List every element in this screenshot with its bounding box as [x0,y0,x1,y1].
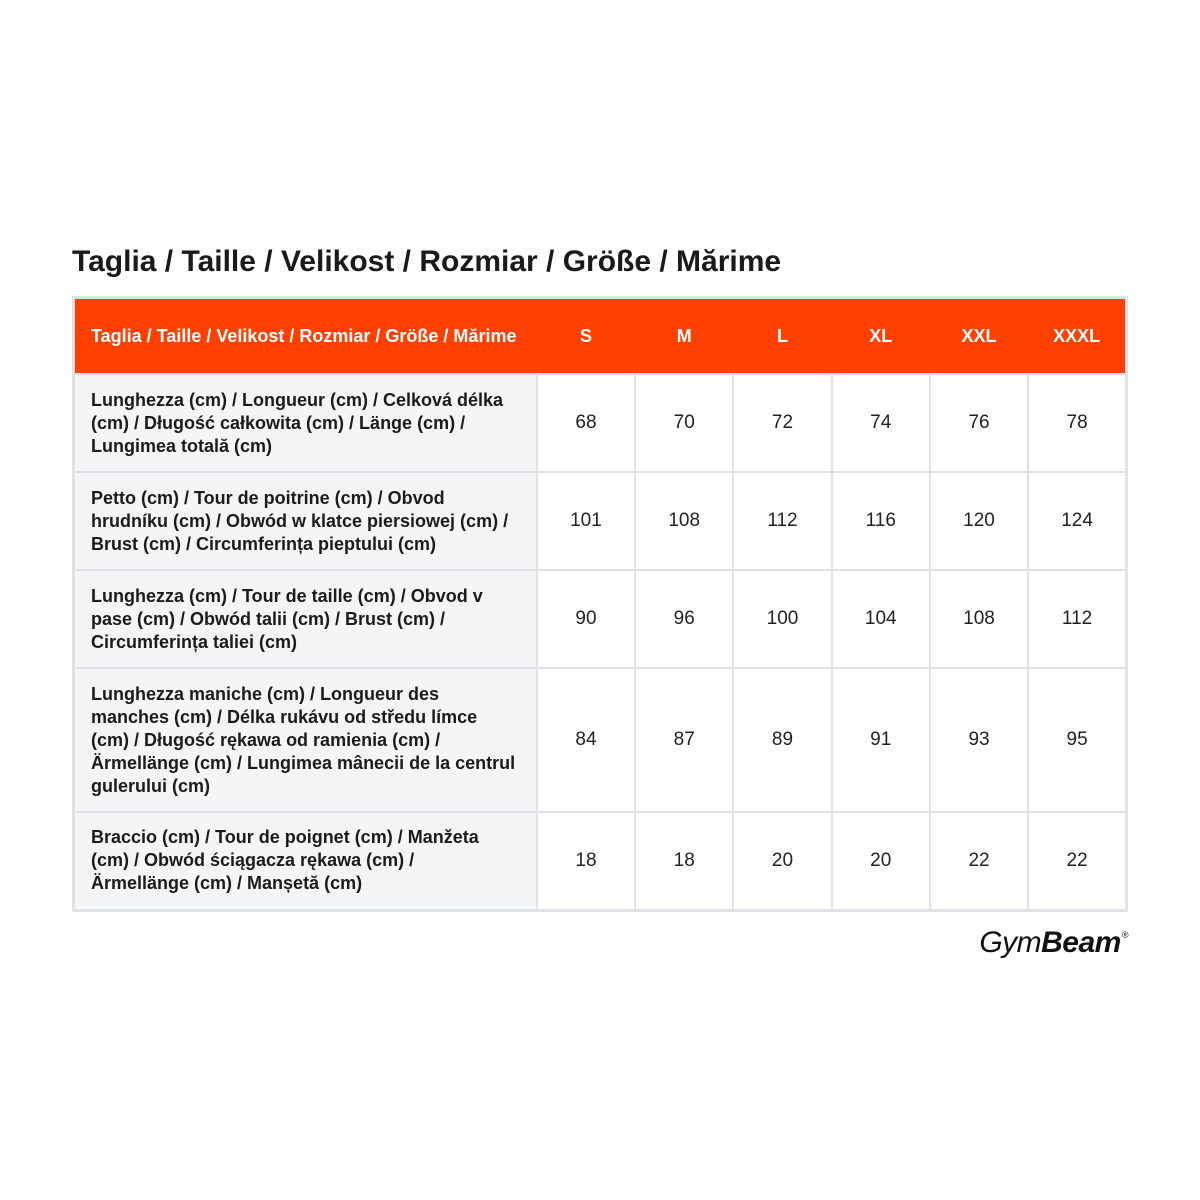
logo-text-beam: Beam [1041,926,1121,959]
table-cell: 108 [635,472,733,570]
table-cell: 91 [832,668,930,812]
table-cell: 112 [733,472,831,570]
table-cell: 18 [537,812,635,910]
table-cell: 72 [733,374,831,472]
table-row [74,374,1127,472]
table-cell: 22 [1028,812,1126,910]
logo-text-gym: Gym [979,926,1042,959]
table-cell: 89 [733,668,831,812]
table-cell: 68 [537,374,635,472]
table-row [74,668,1127,812]
table-cell: 70 [635,374,733,472]
table-cell: 74 [832,374,930,472]
table-cell: 20 [733,812,831,910]
table-cell: 101 [537,472,635,570]
table-cell: 95 [1028,668,1126,812]
header-size-xxl: XXL [930,298,1028,375]
table-header-row [74,298,1127,375]
gymbeam-logo [979,926,1128,960]
table-cell: 76 [930,374,1028,472]
table-cell: 100 [733,570,831,668]
row-label-cuff: Braccio (cm) / Tour de poignet (cm) / Manžeta (cm) / Obwód ściągacza rękawa (cm) / Ärmellänge (cm) / Manșetă (cm) [74,812,537,910]
table-cell: 78 [1028,374,1126,472]
table-cell: 108 [930,570,1028,668]
row-label-chest: Petto (cm) / Tour de poitrine (cm) / Obvod hrudníku (cm) / Obwód w klatce piersiowej (cm) / Brust (cm) / Circumferința pieptului (cm) [74,472,537,570]
header-size-m: M [635,298,733,375]
table-row [74,570,1127,668]
header-size-l: L [733,298,831,375]
row-label-waist: Lunghezza (cm) / Tour de taille (cm) / Obvod v pase (cm) / Obwód talii (cm) / Brust (cm) / Circumferința taliei (cm) [74,570,537,668]
header-size-xxxl: XXXL [1028,298,1126,375]
table-cell: 104 [832,570,930,668]
header-size-label: Taglia / Taille / Velikost / Rozmiar / Größe / Mărime [74,298,537,375]
table-cell: 124 [1028,472,1126,570]
table-cell: 112 [1028,570,1126,668]
table-row [74,472,1127,570]
table-cell: 116 [832,472,930,570]
table-cell: 18 [635,812,733,910]
header-size-s: S [537,298,635,375]
table-cell: 93 [930,668,1028,812]
table-cell: 120 [930,472,1028,570]
size-chart-table [72,296,1128,912]
header-size-xl: XL [832,298,930,375]
page-title: Taglia / Taille / Velikost / Rozmiar / Größe / Mărime [72,245,782,278]
registered-mark: ® [1121,930,1128,940]
row-label-total-length: Lunghezza (cm) / Longueur (cm) / Celková délka (cm) / Długość całkowita (cm) / Länge (cm) / Lungimea totală (cm) [74,374,537,472]
table-row [74,812,1127,910]
table-cell: 90 [537,570,635,668]
table-cell: 87 [635,668,733,812]
table-cell: 96 [635,570,733,668]
table-cell: 84 [537,668,635,812]
table-cell: 22 [930,812,1028,910]
row-label-sleeve-length: Lunghezza maniche (cm) / Longueur des manches (cm) / Délka rukávu od středu límce (cm) / Długość rękawa od ramienia (cm) / Ärmellänge (cm) / Lungimea mânecii de la centrul gulerului (cm) [74,668,537,812]
table-cell: 20 [832,812,930,910]
